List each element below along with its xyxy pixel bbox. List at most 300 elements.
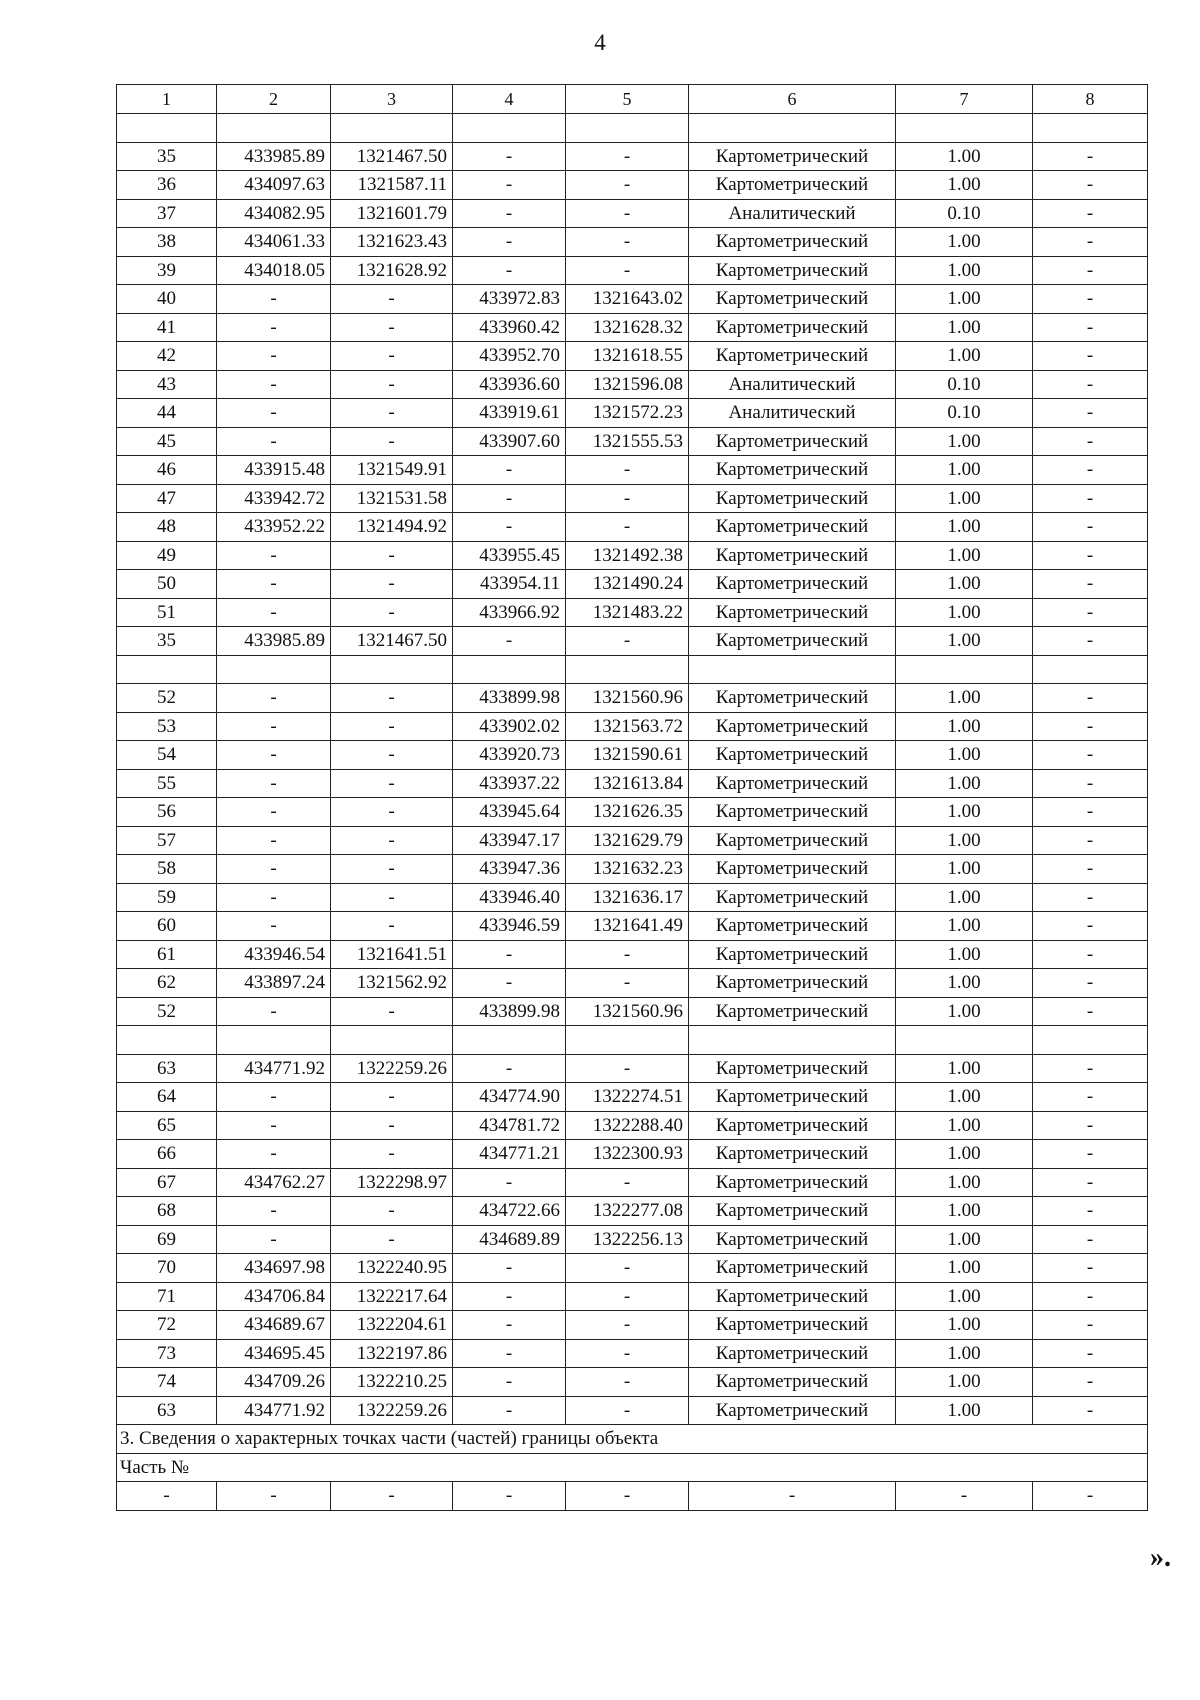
table-cell: -	[217, 541, 331, 570]
table-cell: 1321641.51	[331, 940, 453, 969]
table-cell: -	[453, 1339, 566, 1368]
table-cell: Картометрический	[689, 228, 896, 257]
table-cell: -	[217, 769, 331, 798]
table-cell: 434061.33	[217, 228, 331, 257]
table-cell: 1.00	[896, 513, 1033, 542]
table-cell: -	[331, 912, 453, 941]
table-row	[117, 883, 1148, 912]
table-cell: -	[1033, 769, 1148, 798]
table-cell: 1322240.95	[331, 1254, 453, 1283]
table-cell: 1321572.23	[566, 399, 689, 428]
table-cell: -	[453, 256, 566, 285]
page-number: 4	[594, 30, 606, 55]
separator-row	[117, 655, 1148, 684]
table-cell: 1.00	[896, 541, 1033, 570]
table-cell: Картометрический	[689, 171, 896, 200]
table-cell: Картометрический	[689, 1339, 896, 1368]
table-cell: 433946.54	[217, 940, 331, 969]
empty-cell	[689, 114, 896, 143]
table-cell: 1.00	[896, 769, 1033, 798]
table-cell: 72	[117, 1311, 217, 1340]
table-cell: -	[331, 541, 453, 570]
table-cell: -	[1033, 1282, 1148, 1311]
table-row	[117, 285, 1148, 314]
table-cell: 1321613.84	[566, 769, 689, 798]
table-cell: Картометрический	[689, 855, 896, 884]
table-cell: -	[217, 598, 331, 627]
table-cell: 35	[117, 142, 217, 171]
table-cell: 1.00	[896, 1083, 1033, 1112]
table-cell: Картометрический	[689, 1282, 896, 1311]
table-row	[117, 1339, 1148, 1368]
table-row	[117, 997, 1148, 1026]
table-cell: -	[453, 940, 566, 969]
table-cell: -	[1033, 1140, 1148, 1169]
table-cell: 1322197.86	[331, 1339, 453, 1368]
table-cell: -	[566, 1254, 689, 1283]
table-cell: 1.00	[896, 285, 1033, 314]
table-cell: -	[453, 199, 566, 228]
table-cell: Картометрический	[689, 285, 896, 314]
table-cell: 44	[117, 399, 217, 428]
table-cell: 433942.72	[217, 484, 331, 513]
table-cell: -	[1033, 798, 1148, 827]
table-cell: 433972.83	[453, 285, 566, 314]
table-cell: 433899.98	[453, 997, 566, 1026]
table-row	[117, 1197, 1148, 1226]
table-cell: 1321483.22	[566, 598, 689, 627]
table-cell: -	[566, 1396, 689, 1425]
table-cell: 434689.89	[453, 1225, 566, 1254]
table-cell: 1.00	[896, 883, 1033, 912]
table-cell: 37	[117, 199, 217, 228]
table-row	[117, 1054, 1148, 1083]
table-cell: 433954.11	[453, 570, 566, 599]
table-cell: -	[331, 427, 453, 456]
empty-cell	[453, 1026, 566, 1055]
table-cell: 433897.24	[217, 969, 331, 998]
table-cell: Картометрический	[689, 1083, 896, 1112]
table-cell: -	[453, 627, 566, 656]
table-cell: -	[566, 1368, 689, 1397]
empty-cell	[896, 114, 1033, 143]
table-cell: Картометрический	[689, 997, 896, 1026]
table-cell: Аналитический	[689, 370, 896, 399]
table-cell: -	[566, 1339, 689, 1368]
table-row	[117, 1111, 1148, 1140]
section-caption: Часть №	[117, 1453, 1148, 1482]
table-row	[117, 712, 1148, 741]
table-cell: 1321629.79	[566, 826, 689, 855]
table-cell: 434689.67	[217, 1311, 331, 1340]
table-cell: 1321623.43	[331, 228, 453, 257]
table-cell: -	[453, 1282, 566, 1311]
table-cell: 433985.89	[217, 627, 331, 656]
table-row	[117, 1396, 1148, 1425]
table-cell: Картометрический	[689, 256, 896, 285]
table-cell: -	[331, 598, 453, 627]
table-cell: -	[1033, 741, 1148, 770]
table-cell: 1.00	[896, 741, 1033, 770]
table-cell: 434697.98	[217, 1254, 331, 1283]
table-cell: -	[217, 427, 331, 456]
table-cell: 433947.17	[453, 826, 566, 855]
table-cell: 1.00	[896, 1282, 1033, 1311]
table-cell: 1.00	[896, 484, 1033, 513]
table-cell: -	[1033, 997, 1148, 1026]
table-row	[117, 1225, 1148, 1254]
empty-cell	[896, 1026, 1033, 1055]
table-cell: 58	[117, 855, 217, 884]
table-cell: 434762.27	[217, 1168, 331, 1197]
table-cell: 61	[117, 940, 217, 969]
table-row	[117, 313, 1148, 342]
table-cell: -	[331, 741, 453, 770]
table-cell: -	[331, 798, 453, 827]
table-cell: Картометрический	[689, 1168, 896, 1197]
table-row	[117, 969, 1148, 998]
table-cell: 433919.61	[453, 399, 566, 428]
table-cell: 1321492.38	[566, 541, 689, 570]
table-cell: -	[1033, 1168, 1148, 1197]
empty-cell	[331, 1026, 453, 1055]
table-cell: -	[1033, 627, 1148, 656]
table-cell: -	[331, 1225, 453, 1254]
table-cell: Картометрический	[689, 798, 896, 827]
table-cell: 434695.45	[217, 1339, 331, 1368]
table-cell: -	[217, 798, 331, 827]
table-cell: 433946.40	[453, 883, 566, 912]
table-cell: -	[566, 199, 689, 228]
table-row	[117, 142, 1148, 171]
table-cell: -	[1033, 598, 1148, 627]
table-cell: 1.00	[896, 940, 1033, 969]
table-cell: Картометрический	[689, 598, 896, 627]
table-cell: -	[331, 712, 453, 741]
table-cell: 1.00	[896, 1254, 1033, 1283]
table-cell: -	[1033, 342, 1148, 371]
table-cell: Картометрический	[689, 541, 896, 570]
table-cell: -	[217, 826, 331, 855]
table-cell: 59	[117, 883, 217, 912]
table-row	[117, 1140, 1148, 1169]
column-header: 4	[453, 85, 566, 114]
table-cell: 74	[117, 1368, 217, 1397]
table-cell: -	[566, 171, 689, 200]
table-cell: -	[331, 399, 453, 428]
table-cell: -	[453, 1396, 566, 1425]
table-row	[117, 513, 1148, 542]
table-cell: -	[1033, 1054, 1148, 1083]
table-cell: 56	[117, 798, 217, 827]
empty-cell	[1033, 114, 1148, 143]
empty-cell	[1033, 1026, 1148, 1055]
table-cell: 64	[117, 1083, 217, 1112]
table-cell: -	[566, 1311, 689, 1340]
table-cell: Картометрический	[689, 513, 896, 542]
table-cell: 1.00	[896, 228, 1033, 257]
table-cell: 434722.66	[453, 1197, 566, 1226]
table-cell: 433952.22	[217, 513, 331, 542]
table-cell: Картометрический	[689, 142, 896, 171]
table-row	[117, 1482, 1148, 1511]
table-cell: 53	[117, 712, 217, 741]
table-row	[117, 684, 1148, 713]
empty-cell	[117, 1026, 217, 1055]
table-cell: -	[217, 370, 331, 399]
table-cell: 49	[117, 541, 217, 570]
empty-cell	[217, 114, 331, 143]
table-cell: 55	[117, 769, 217, 798]
table-cell: 65	[117, 1111, 217, 1140]
table-cell: Картометрический	[689, 1225, 896, 1254]
table-cell: 38	[117, 228, 217, 257]
column-header: 6	[689, 85, 896, 114]
table-cell: -	[1033, 484, 1148, 513]
table-cell: -	[217, 1111, 331, 1140]
table-cell: 434771.21	[453, 1140, 566, 1169]
table-cell: -	[331, 285, 453, 314]
table-cell: -	[217, 313, 331, 342]
table-row	[117, 456, 1148, 485]
table-cell: -	[566, 969, 689, 998]
table-cell: 1322288.40	[566, 1111, 689, 1140]
table-cell: Картометрический	[689, 1054, 896, 1083]
table-row	[117, 627, 1148, 656]
table-cell: 1.00	[896, 969, 1033, 998]
table-cell: 63	[117, 1054, 217, 1083]
table-cell: 433937.22	[453, 769, 566, 798]
empty-cell	[453, 655, 566, 684]
table-row	[117, 1083, 1148, 1112]
table-cell: -	[1033, 370, 1148, 399]
table-cell: -	[217, 712, 331, 741]
table-cell: 1.00	[896, 627, 1033, 656]
table-cell: 1322217.64	[331, 1282, 453, 1311]
table-cell: 57	[117, 826, 217, 855]
section-caption: 3. Сведения о характерных точках части (частей) границы объекта	[117, 1425, 1148, 1454]
table-row	[117, 399, 1148, 428]
table-cell: 71	[117, 1282, 217, 1311]
table-row	[117, 171, 1148, 200]
table-cell: -	[1033, 1254, 1148, 1283]
table-cell: Картометрический	[689, 427, 896, 456]
table-row	[117, 1282, 1148, 1311]
table-cell: -	[566, 456, 689, 485]
table-cell: 73	[117, 1339, 217, 1368]
empty-cell	[117, 655, 217, 684]
table-cell: -	[453, 1254, 566, 1283]
table-cell: 0.10	[896, 199, 1033, 228]
coordinates-table	[116, 84, 1148, 1511]
table-cell: 1.00	[896, 427, 1033, 456]
empty-cell	[689, 1026, 896, 1055]
column-header: 3	[331, 85, 453, 114]
table-row	[117, 342, 1148, 371]
table-cell: 47	[117, 484, 217, 513]
table-cell: 433899.98	[453, 684, 566, 713]
table-cell: -	[1033, 541, 1148, 570]
table-cell: -	[331, 883, 453, 912]
table-cell: 1.00	[896, 826, 1033, 855]
table-cell: -	[1033, 1225, 1148, 1254]
table-cell: 433920.73	[453, 741, 566, 770]
table-cell: -	[566, 1482, 689, 1511]
table-cell: -	[453, 969, 566, 998]
table-cell: -	[1033, 712, 1148, 741]
table-row	[117, 940, 1148, 969]
table-row	[117, 370, 1148, 399]
closing-quote-mark: ».	[1150, 1542, 1171, 1573]
table-cell: 62	[117, 969, 217, 998]
table-cell: -	[331, 769, 453, 798]
table-row	[117, 570, 1148, 599]
table-cell: 1.00	[896, 1396, 1033, 1425]
table-cell: Картометрический	[689, 769, 896, 798]
table-cell: 434781.72	[453, 1111, 566, 1140]
table-row	[117, 855, 1148, 884]
table-cell: 48	[117, 513, 217, 542]
table-cell: Картометрический	[689, 1111, 896, 1140]
table-row	[117, 1368, 1148, 1397]
table-cell: -	[566, 627, 689, 656]
table-cell: 1321626.35	[566, 798, 689, 827]
table-cell: 433946.59	[453, 912, 566, 941]
table-cell: -	[217, 684, 331, 713]
table-cell: -	[1033, 855, 1148, 884]
table-cell: 1321549.91	[331, 456, 453, 485]
table-cell: Аналитический	[689, 399, 896, 428]
table-cell: 1322204.61	[331, 1311, 453, 1340]
table-cell: -	[566, 142, 689, 171]
empty-cell	[689, 655, 896, 684]
table-cell: 1.00	[896, 855, 1033, 884]
table-cell: -	[1033, 1197, 1148, 1226]
table-cell: Картометрический	[689, 456, 896, 485]
table-row	[117, 826, 1148, 855]
table-cell: Картометрический	[689, 826, 896, 855]
table-cell: 433915.48	[217, 456, 331, 485]
table-cell: -	[453, 1368, 566, 1397]
table-cell: 40	[117, 285, 217, 314]
table-cell: 69	[117, 1225, 217, 1254]
empty-cell	[566, 655, 689, 684]
table-cell: -	[1033, 171, 1148, 200]
table-cell: -	[1033, 199, 1148, 228]
table-cell: 1.00	[896, 997, 1033, 1026]
table-cell: 433960.42	[453, 313, 566, 342]
table-cell: 1322274.51	[566, 1083, 689, 1112]
table-cell: 1322277.08	[566, 1197, 689, 1226]
table-cell: 434771.92	[217, 1054, 331, 1083]
table-cell: Картометрический	[689, 940, 896, 969]
table-cell: -	[331, 997, 453, 1026]
table-cell: 66	[117, 1140, 217, 1169]
table-cell: -	[331, 1140, 453, 1169]
table-cell: 1.00	[896, 313, 1033, 342]
table-cell: -	[217, 342, 331, 371]
table-cell: 54	[117, 741, 217, 770]
empty-cell	[331, 655, 453, 684]
table-cell: -	[566, 940, 689, 969]
table-cell: 1321563.72	[566, 712, 689, 741]
table-cell: 1.00	[896, 1368, 1033, 1397]
table-row	[117, 228, 1148, 257]
table-cell: -	[331, 1111, 453, 1140]
table-cell: 1.00	[896, 256, 1033, 285]
table-cell: 1.00	[896, 142, 1033, 171]
table-cell: -	[453, 228, 566, 257]
table-cell: 1322298.97	[331, 1168, 453, 1197]
table-cell: Картометрический	[689, 570, 896, 599]
table-cell: -	[331, 1083, 453, 1112]
empty-cell	[566, 1026, 689, 1055]
table-cell: 433936.60	[453, 370, 566, 399]
table-cell: 1321494.92	[331, 513, 453, 542]
table-row	[117, 798, 1148, 827]
table-header-row	[117, 85, 1148, 114]
table-cell: -	[331, 1197, 453, 1226]
table-cell: -	[217, 883, 331, 912]
table-cell: -	[566, 1282, 689, 1311]
table-cell: 1.00	[896, 456, 1033, 485]
table-cell: Картометрический	[689, 1311, 896, 1340]
table-cell: -	[1033, 1311, 1148, 1340]
table-cell: -	[117, 1482, 217, 1511]
table-cell: 433902.02	[453, 712, 566, 741]
table-row	[117, 912, 1148, 941]
table-cell: -	[1033, 513, 1148, 542]
table-cell: 1.00	[896, 684, 1033, 713]
empty-cell	[217, 655, 331, 684]
table-cell: -	[566, 1054, 689, 1083]
table-cell: -	[453, 513, 566, 542]
table-cell: 45	[117, 427, 217, 456]
table-cell: 43	[117, 370, 217, 399]
table-cell: 0.10	[896, 370, 1033, 399]
table-cell: 63	[117, 1396, 217, 1425]
table-cell: 0.10	[896, 399, 1033, 428]
table-cell: 433947.36	[453, 855, 566, 884]
table-cell: -	[1033, 456, 1148, 485]
table-cell: 1321531.58	[331, 484, 453, 513]
table-cell: 434771.92	[217, 1396, 331, 1425]
table-cell: 60	[117, 912, 217, 941]
table-cell: -	[217, 912, 331, 941]
table-cell: -	[566, 228, 689, 257]
table-cell: 1321555.53	[566, 427, 689, 456]
table-cell: 1321618.55	[566, 342, 689, 371]
table-row	[117, 598, 1148, 627]
table-row	[117, 484, 1148, 513]
table-cell: 1321467.50	[331, 627, 453, 656]
table-cell: Картометрический	[689, 712, 896, 741]
table-cell: -	[217, 741, 331, 770]
table-cell: 1.00	[896, 342, 1033, 371]
empty-cell	[331, 114, 453, 143]
table-cell: -	[566, 484, 689, 513]
table-cell: 41	[117, 313, 217, 342]
table-cell: 1321636.17	[566, 883, 689, 912]
section-caption-row	[117, 1453, 1148, 1482]
table-cell: 1321590.61	[566, 741, 689, 770]
table-cell: 50	[117, 570, 217, 599]
table-row	[117, 199, 1148, 228]
empty-cell	[453, 114, 566, 143]
table-cell: 1321628.92	[331, 256, 453, 285]
table-row	[117, 1168, 1148, 1197]
table-cell: 52	[117, 997, 217, 1026]
